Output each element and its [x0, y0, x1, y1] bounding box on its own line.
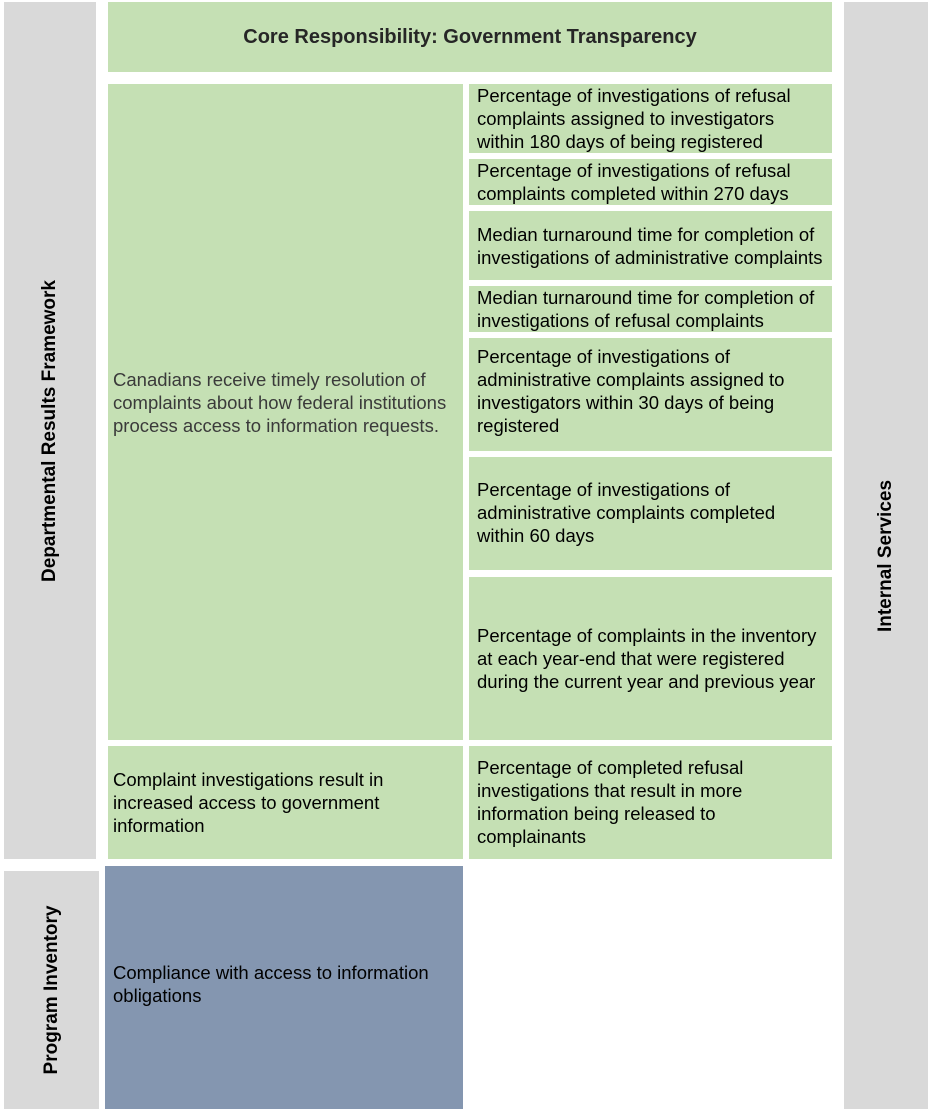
- indicator-refusal-completed-270: [469, 159, 832, 205]
- indicator-text: Percentage of completed refusal investigations that result in more information being released to complainants: [477, 756, 744, 847]
- core-responsibility-title: Core Responsibility: Government Transparency: [243, 25, 697, 48]
- program-inventory-label: Program Inventory: [40, 905, 62, 1075]
- internal-services-label: Internal Services: [875, 479, 896, 632]
- indicator-refusal-assigned-180: [469, 84, 832, 153]
- indicator-inventory-year-end: [469, 577, 832, 740]
- result-timely-resolution: [108, 84, 463, 740]
- core-responsibility-header: [108, 2, 832, 72]
- internal-services-band: [844, 2, 928, 1109]
- drf-band: [4, 2, 96, 859]
- indicator-text: Percentage of investigations of refusal complaints assigned to investigators within 180 days of being registered: [477, 85, 791, 152]
- indicator-text: Percentage of investigations of administrative complaints assigned to investigators within 30 days of being registered: [477, 345, 785, 436]
- indicator-median-administrative: [469, 211, 832, 280]
- program-inventory-band: [4, 871, 99, 1109]
- indicator-median-refusal: [469, 286, 832, 332]
- indicator-text: Percentage of complaints in the inventory at each year-end that were registered during the current year and previous year: [477, 625, 817, 692]
- drf-label: Departmental Results Framework: [39, 279, 60, 582]
- program-access-compliance: [105, 866, 463, 1109]
- indicator-text: Median turnaround time for completion of investigations of administrative complaints: [477, 223, 823, 268]
- result-increased-access: [108, 746, 463, 859]
- indicator-text: Percentage of investigations of administrative complaints completed within 60 days: [477, 479, 776, 546]
- indicator-administrative-assigned-30: [469, 338, 832, 451]
- indicator-text: Percentage of investigations of refusal complaints completed within 270 days: [477, 160, 791, 204]
- result-text: Complaint investigations result in increased access to government information: [113, 769, 384, 836]
- indicator-administrative-completed-60: [469, 457, 832, 570]
- indicator-refusal-more-info-released: [469, 746, 832, 859]
- indicator-text: Median turnaround time for completion of investigations of refusal complaints: [477, 287, 815, 331]
- program-text: Compliance with access to information obligations: [113, 961, 429, 1006]
- result-text: Canadians receive timely resolution of complaints about how federal institutions process access to information requests.: [113, 368, 447, 436]
